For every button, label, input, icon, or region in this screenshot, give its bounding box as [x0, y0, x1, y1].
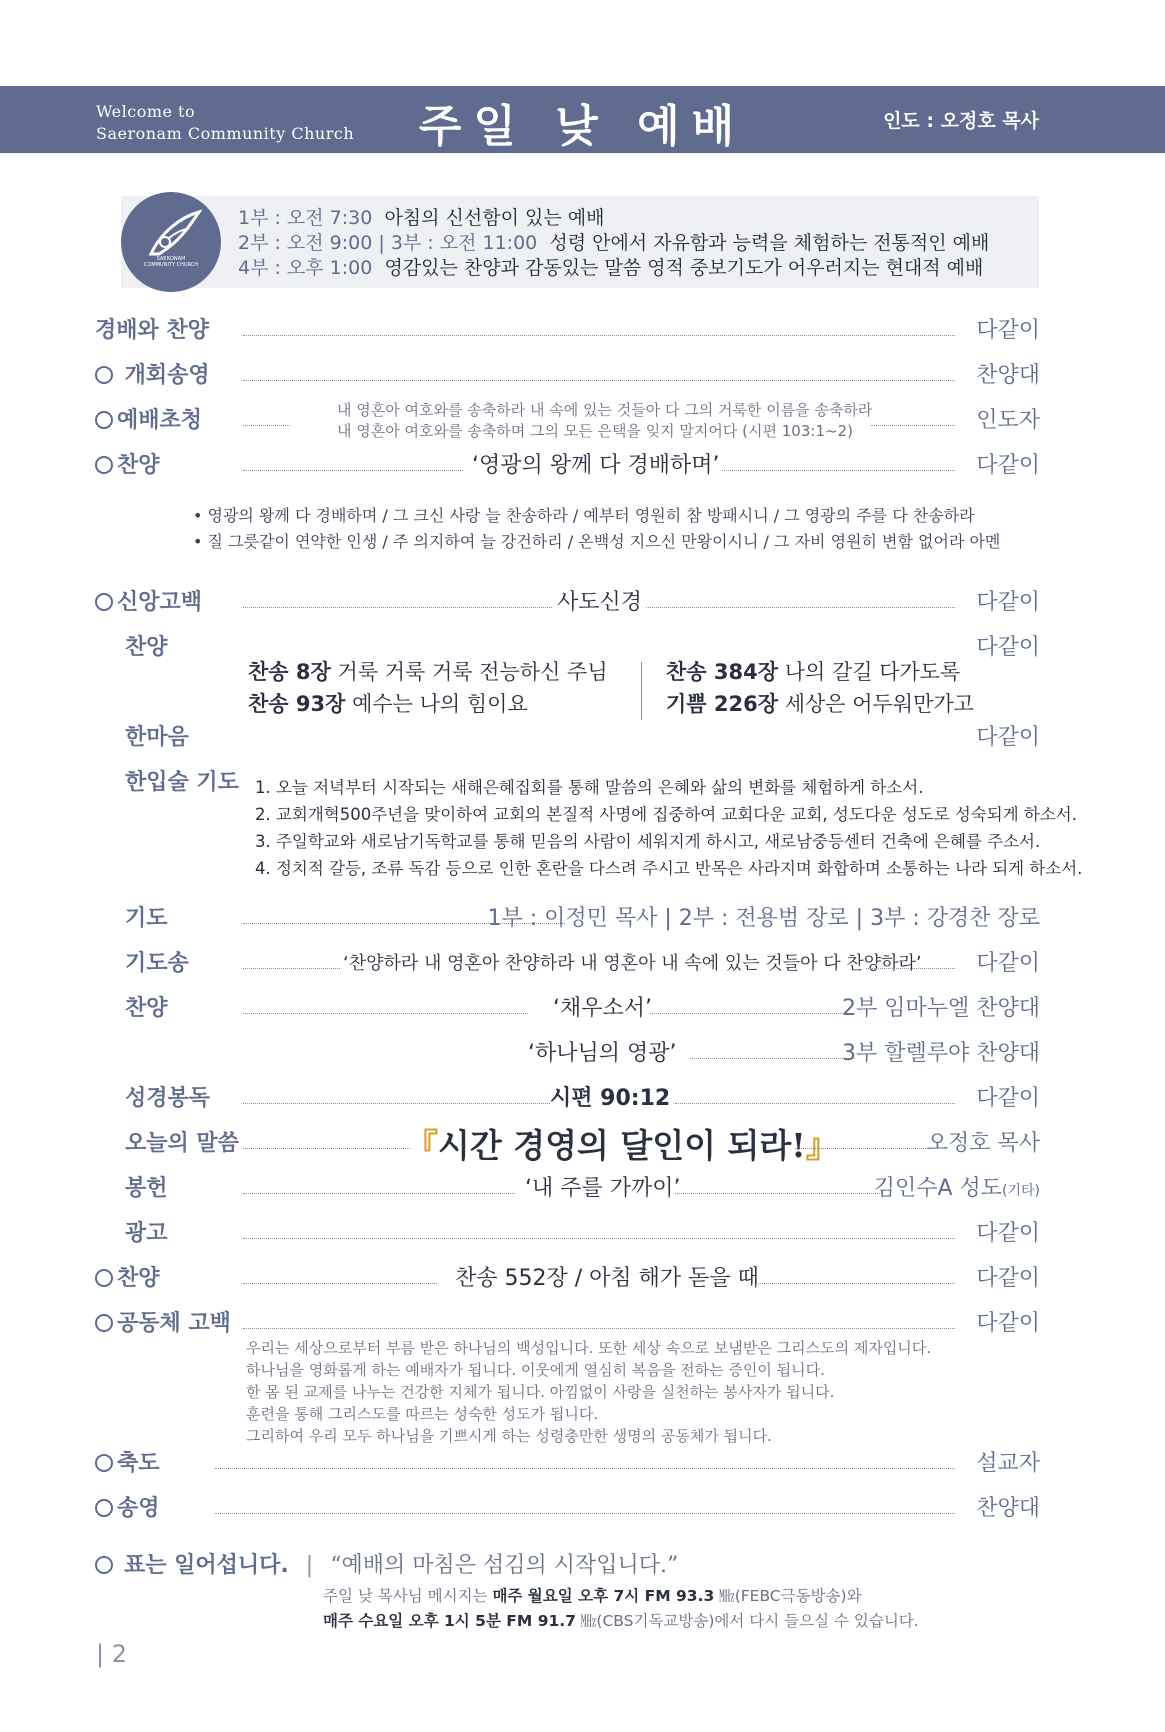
item-name-wrap: [95, 587, 202, 619]
hymn-divider: [641, 662, 642, 720]
community-confession: [246, 1337, 931, 1447]
hymn-title: 거룩 거룩 거룩 전능하신 주님: [337, 660, 608, 684]
radio-schedule-febc: 매주 월요일 오후 7시 FM 93.3: [492, 1587, 715, 1605]
order-praise1: [95, 450, 1040, 482]
church-name: Saeronam Community Church: [96, 124, 355, 143]
order-benediction: [95, 1448, 1040, 1480]
schedule-time: 2부 : 오전 9:00 | 3부 : 오전 11:00: [238, 232, 538, 254]
order-onemind: [95, 722, 1040, 754]
praise-title: ‘영광의 왕께 다 경배하며’: [472, 453, 720, 478]
order-community: [95, 1308, 1040, 1340]
item-name-wrap: [95, 1263, 160, 1295]
hymn-item: [666, 656, 974, 688]
church-logo: [121, 192, 221, 292]
standing-mark-icon: [95, 456, 113, 474]
standing-mark-icon: [95, 1454, 113, 1472]
hymn-list-left: [248, 656, 608, 720]
item-resp: 다같이: [976, 590, 1040, 615]
sermon-title-text: 시간 경영의 달인이 되라!: [438, 1126, 806, 1165]
hymn-item: [248, 656, 608, 688]
item-name: 기도: [125, 906, 168, 931]
item-resp: 3부 할렐루야 찬양대: [842, 1041, 1040, 1066]
prayer-list: [255, 774, 1082, 882]
item-resp: 2부 임마누엘 찬양대: [842, 996, 1040, 1021]
radio-schedule-cbs: 매주 수요일 오후 1시 5분 FM 91.7: [323, 1612, 576, 1630]
item-name-wrap: [95, 1493, 160, 1525]
standing-mark-icon: [95, 1499, 113, 1517]
standing-mark-icon: [95, 1556, 113, 1574]
item-name: 찬양: [125, 635, 168, 660]
hymn-number: 찬송 8장: [248, 660, 331, 684]
schedule-desc: 영감있는 찬양과 감동있는 말씀 영적 중보기도가 어우러지는 현대적 예배: [384, 257, 984, 279]
item-resp: [874, 1173, 1040, 1207]
call-line2: 내 영혼아 여호와를 송축하며 그의 모든 은택을 잊지 말지어다 (시편 103:1~2): [337, 422, 853, 440]
dot-leader: [243, 1328, 955, 1329]
dot-leader: [243, 380, 955, 381]
item-name: 한마음: [125, 725, 189, 750]
item-name: 신앙고백: [117, 590, 203, 615]
schedule-time: 4부 : 오후 1:00: [238, 257, 373, 279]
order-reading: [95, 1083, 1040, 1115]
item-name: 봉헌: [125, 1176, 168, 1201]
radio-station-febc: ㎒(FEBC극동방송)와: [714, 1587, 862, 1605]
praise-title: ‘하나님의 영광’: [528, 1041, 677, 1066]
item-name-wrap: [95, 1448, 160, 1480]
dot-leader: [690, 1058, 855, 1059]
hymn-number: 기쁨 226장: [666, 692, 779, 716]
hymn-title: 나의 갈길 다가도록: [784, 660, 961, 684]
item-resp: 다같이: [976, 318, 1040, 343]
item-name-wrap: [95, 405, 202, 437]
sermon-close-bracket: 』: [805, 1126, 839, 1165]
order-closing: [95, 1493, 1040, 1525]
lyrics-line: • 질 그릇같이 연약한 인생 / 주 의지하여 늘 강건하리 / 온백성 지으신 만왕이시니 / 그 자비 영원히 변함 없어라 아멘: [193, 532, 1001, 551]
dot-leader: [215, 1513, 955, 1514]
hymn-title: 세상은 어두워만가고: [784, 692, 974, 716]
hymn-number: 찬송 93장: [248, 692, 346, 716]
dot-leader: [758, 1283, 955, 1284]
item-name: 광고: [125, 1221, 168, 1246]
hymn-item: [666, 688, 974, 720]
item-name-wrap: [95, 450, 160, 482]
order-prayer: [95, 903, 1040, 935]
service-schedule: [238, 206, 989, 281]
item-resp: 다같이: [976, 725, 1040, 750]
confession-line: 훈련을 통해 그리스도를 따르는 성숙한 성도가 됩니다.: [246, 1405, 599, 1423]
item-name: 한입술 기도: [125, 770, 239, 795]
item-resp: 다같이: [976, 1266, 1040, 1291]
hymn-item: [248, 688, 608, 720]
page-number: | 2: [96, 1640, 127, 1668]
logo-text: [121, 256, 221, 268]
dot-leader: [675, 1103, 955, 1104]
item-name: 찬양: [117, 453, 160, 478]
item-name: 송영: [117, 1496, 160, 1521]
order-prayersong: [95, 948, 1040, 980]
item-resp: 다같이: [976, 951, 1040, 976]
confession-line: 그리하여 우리 모두 하나님을 기쁘시게 하는 성령충만한 생명의 공동체가 됩니다.: [246, 1427, 772, 1445]
confession-line: 한 몸 된 교제를 나누는 건강한 지체가 됩니다. 아낌없이 사랑을 실천하는 봉사자가 됩니다.: [246, 1383, 835, 1401]
item-resp: 인도자: [976, 408, 1040, 433]
item-resp: 설교자: [976, 1451, 1040, 1476]
praise-title: ‘채우소서’: [553, 996, 652, 1021]
dot-leader: [243, 1013, 528, 1014]
item-resp: 찬양대: [976, 1496, 1040, 1521]
dot-leader: [243, 470, 463, 471]
offering-title: ‘내 주를 가까이’: [525, 1176, 681, 1201]
standing-note: 표는 일어섭니다.: [124, 1553, 289, 1578]
order-praise3: [95, 993, 1040, 1025]
order-opening: [95, 360, 1040, 392]
standing-mark-icon: [95, 593, 113, 611]
dot-leader: [243, 425, 290, 426]
item-resp: 오정호 목사: [926, 1131, 1040, 1156]
welcome-line1: Welcome to: [96, 102, 196, 121]
call-verse: [337, 400, 872, 442]
item-resp: 다같이: [976, 1311, 1040, 1336]
worship-leader: 인도 : 오정호 목사: [883, 110, 1039, 132]
hymn-title: 예수는 나의 힘이요: [352, 692, 528, 716]
logo-text-line2: COMMUNITY CHURCH: [143, 262, 198, 268]
item-resp: 다같이: [976, 1221, 1040, 1246]
sermon-title: [405, 1120, 839, 1167]
order-praise4: [95, 1038, 1040, 1070]
prayersong-title: ‘찬양하라 내 영혼아 찬양하라 내 영혼아 내 속에 있는 것들아 다 찬양하라’: [343, 953, 922, 974]
order-call: [95, 401, 1040, 440]
order-notice: [95, 1218, 1040, 1250]
order-creed: [95, 587, 1040, 619]
praise-title: 찬송 552장 / 아침 해가 돋을 때: [455, 1266, 759, 1291]
prayer-item: 4. 정치적 갈등, 조류 독감 등으로 인한 혼란을 다스려 주시고 반목은 사라지며 화합하며 소통하는 나라 되게 하소서.: [255, 859, 1083, 878]
item-name: 찬양: [117, 1266, 160, 1291]
page-title: 주일 낮 예배: [418, 101, 747, 152]
item-resp: 1부 : 이정민 목사 | 2부 : 전용범 장로 | 3부 : 강경찬 장로: [487, 906, 1040, 931]
item-name: 경배와 찬양: [95, 318, 209, 343]
dot-leader: [243, 968, 340, 969]
schedule-item: [238, 206, 989, 231]
standing-mark-icon: [95, 1314, 113, 1332]
schedule-time: 1부 : 오전 7:30: [238, 207, 373, 229]
schedule-item: [238, 231, 989, 256]
radio-station-cbs: ㎒(CBS기독교방송)에서 다시 들으실 수 있습니다.: [575, 1612, 919, 1630]
order-offering: [95, 1173, 1040, 1205]
dot-leader: [722, 470, 955, 471]
dot-leader: [871, 425, 955, 426]
scripture-reference: 시편 90:12: [550, 1086, 671, 1111]
dot-leader: [243, 335, 955, 336]
item-resp: 다같이: [976, 635, 1040, 660]
radio-line2: [323, 1609, 919, 1634]
item-name: 성경봉독: [125, 1086, 211, 1111]
item-name: 찬양: [125, 996, 168, 1021]
radio-text: 주일 낮 목사님 메시지는: [323, 1587, 493, 1605]
dot-leader: [866, 968, 955, 969]
item-name: 기도송: [125, 951, 189, 976]
prayer-item: 3. 주일학교와 새로남기독학교를 통해 믿음의 사람이 세워지게 하시고, 새로남중등센터 건축에 은혜를 주소서.: [255, 832, 1041, 851]
dot-leader: [243, 1238, 955, 1239]
dot-leader: [243, 1193, 515, 1194]
confession-line: 우리는 세상으로부터 부름 받은 하나님의 백성입니다. 또한 세상 속으로 보냄받은 그리스도의 제자입니다.: [246, 1339, 932, 1357]
footer-separator: |: [305, 1553, 314, 1578]
creed-title: 사도신경: [557, 590, 643, 615]
footer-note: [95, 1548, 678, 1579]
hymn-number: 찬송 384장: [666, 660, 779, 684]
schedule-desc: 아침의 신선함이 있는 예배: [384, 207, 605, 229]
confession-line: 하나님을 영화롭게 하는 예배자가 됩니다. 이웃에게 열심히 복음을 전하는 증인이 됩니다.: [246, 1361, 825, 1379]
hymn-list-right: [666, 656, 974, 720]
item-name: 공동체 고백: [117, 1311, 231, 1336]
dot-leader: [243, 607, 552, 608]
standing-mark-icon: [95, 1269, 113, 1287]
dot-leader: [243, 1283, 437, 1284]
schedule-item: [238, 256, 989, 281]
order-praise5: [95, 1263, 1040, 1295]
logo-text-line1: SAERONAM: [156, 256, 186, 262]
praise-lyrics: [193, 503, 1000, 555]
dove-icon: [121, 192, 221, 292]
offering-instrument: (기타): [1002, 1183, 1040, 1199]
item-name: 개회송영: [124, 363, 210, 388]
item-resp: 다같이: [976, 1086, 1040, 1111]
sermon-open-bracket: 『: [405, 1126, 438, 1165]
order-worship: [95, 315, 1040, 347]
dot-leader: [646, 607, 955, 608]
prayer-item: 1. 오늘 저녁부터 시작되는 새해은혜집회를 통해 말씀의 은혜와 삶의 변화를 체험하게 하소서.: [255, 778, 924, 797]
closing-quote: “예배의 마침은 섬김의 시작입니다.”: [330, 1553, 679, 1578]
item-name-wrap: [95, 1308, 231, 1340]
radio-broadcast-info: [323, 1584, 919, 1634]
dot-leader: [243, 1103, 550, 1104]
dot-leader: [650, 1013, 855, 1014]
item-resp: 다같이: [976, 453, 1040, 478]
schedule-desc: 성령 안에서 자유함과 능력을 체험하는 전통적인 예배: [549, 232, 990, 254]
lyrics-line: • 영광의 왕께 다 경배하며 / 그 크신 사랑 늘 찬송하라 / 예부터 영원히 참 방패시니 / 그 영광의 주를 다 찬송하라: [193, 506, 975, 525]
prayer-item: 2. 교회개혁500주년을 맞이하여 교회의 본질적 사명에 집중하여 교회다운 교회, 성도다운 성도로 성숙되게 하소서.: [255, 805, 1077, 824]
item-name: 오늘의 말씀: [125, 1131, 239, 1156]
dot-leader: [215, 1468, 955, 1469]
standing-mark-icon: [95, 411, 113, 429]
radio-line1: [323, 1584, 919, 1609]
dot-leader: [675, 1193, 880, 1194]
item-resp: 찬양대: [976, 363, 1040, 388]
item-name-wrap: [95, 360, 210, 392]
call-line1: 내 영혼아 여호와를 송축하라 내 속에 있는 것들아 다 그의 거룩한 이름을 송축하라: [337, 401, 873, 419]
header-bar: [0, 86, 1165, 153]
offering-performer: 김인수A 성도: [873, 1176, 1003, 1201]
item-name: 축도: [117, 1451, 160, 1476]
standing-mark-icon: [95, 366, 113, 384]
dot-leader: [243, 1148, 410, 1149]
item-name: 예배초청: [117, 408, 203, 433]
